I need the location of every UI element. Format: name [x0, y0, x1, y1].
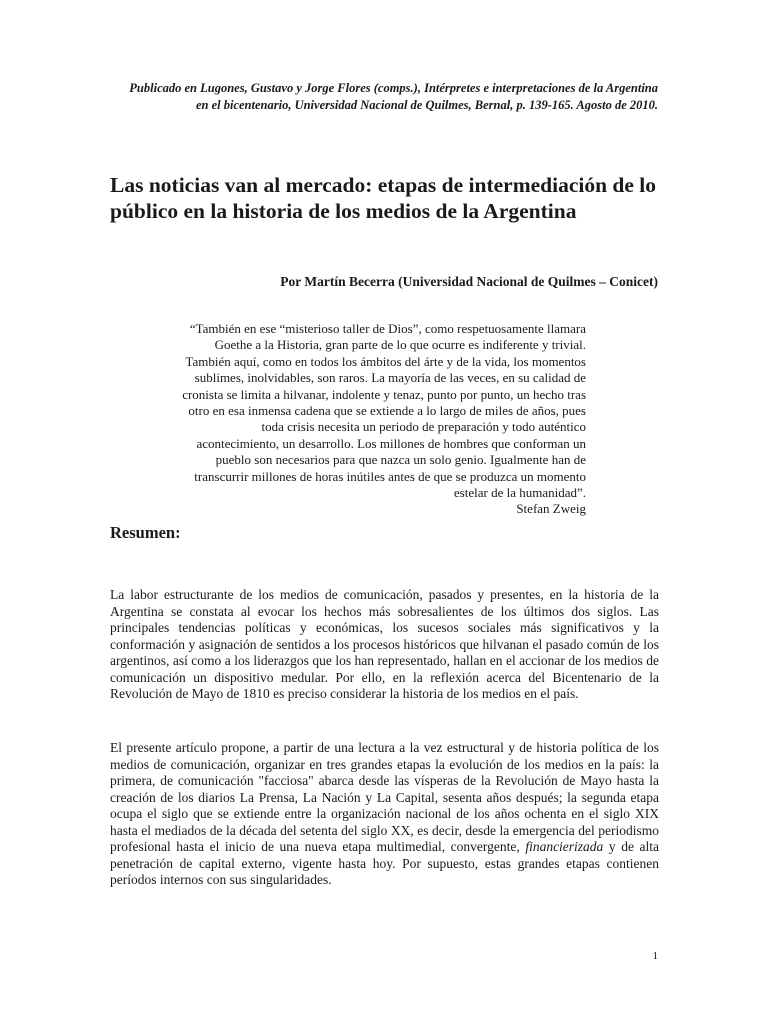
paragraph-2-text-end: y de alta penetración de capital externo, vigente hasta hoy. Por supuesto, estas grandes etapas contienen períodos internos con sus singularidades.	[110, 839, 659, 887]
abstract-paragraph-1: La labor estructurante de los medios de comunicación, pasados y presentes, en la historia de la Argentina se constata al evocar los hechos más sobresalientes de los últimos dos siglos. Las principales tendencias políticas y económicas, los sucesos sociales más significativos y la conformación y asignación de sentidos a los procesos históricos que hilvanan el pasado común de los argentinos, así como a los liderazgos que los han representado, hallan en el accionar de los medios de comunicación un dispositivo medular. Por ello, en la reflexión acerca del Bicentenario de la Revolución de Mayo de 1810 es preciso considerar la historia de los medios en el país.	[110, 587, 659, 701]
emphasized-term: financierizada	[525, 839, 604, 854]
publication-citation: Publicado en Lugones, Gustavo y Jorge Flores (comps.), Intérpretes e interpretaciones de la Argentina en el bicentenario, Universidad Nacional de Quilmes, Bernal, p. 139-165. Agosto de 2010.	[129, 81, 658, 112]
author-byline: Por Martín Becerra (Universidad Nacional de Quilmes – Conicet)	[280, 274, 658, 289]
abstract-paragraph-2	[110, 740, 659, 889]
epigraph	[176, 321, 586, 518]
article-title: Las noticias van al mercado: etapas de intermediación de lo público en la historia de los medios de la Argentina	[110, 173, 657, 223]
page-number: 1	[652, 950, 658, 962]
section-heading-resumen: Resumen:	[110, 523, 181, 542]
epigraph-author: Stefan Zweig	[516, 501, 586, 517]
paragraph-2-text-start: El presente artículo propone, a partir de una lectura a la vez estructural y de historia política de los medios de comunicación, organizar en tres grandes etapas la evolución de los medios en la país: la primera, de comunicación "facciosa" abarca desde las vísperas de la Revolución de Mayo hasta la creación de los diarios La Prensa, La Nación y La Capital, sesenta años después; la segunda etapa ocupa el siglo que se extiende entre la organización nacional de los años ochenta en el siglo XIX hasta el mediados de la década del setenta del siglo XX, es decir, desde la emergencia del periodismo profesional hasta el inicio de una nueva etapa multimedial, convergente,	[110, 740, 659, 854]
epigraph-quote: “También en ese “misterioso taller de Dios”, como respetuosamente llamara Goethe a la Historia, gran parte de lo que ocurre es indiferente y trivial. También aquí, como en todos los ámbitos del árte y de la vida, los momentos sublimes, inolvidables, son raros. La mayoría de las veces, en su calidad de cronista se limita a hilvanar, indolente y tenaz, punto por punto, un hecho tras otro en esa inmensa cadena que se extiende a lo largo de miles de años, pues toda crisis necesita un periodo de preparación y todo auténtico acontecimiento, un desarrollo. Los millones de hombres que conforman un pueblo son necesarios para que nazca un solo genio. Igualmente han de transcurrir millones de horas inútiles antes de que se produzca un momento estelar de la humanidad”.	[182, 321, 586, 501]
